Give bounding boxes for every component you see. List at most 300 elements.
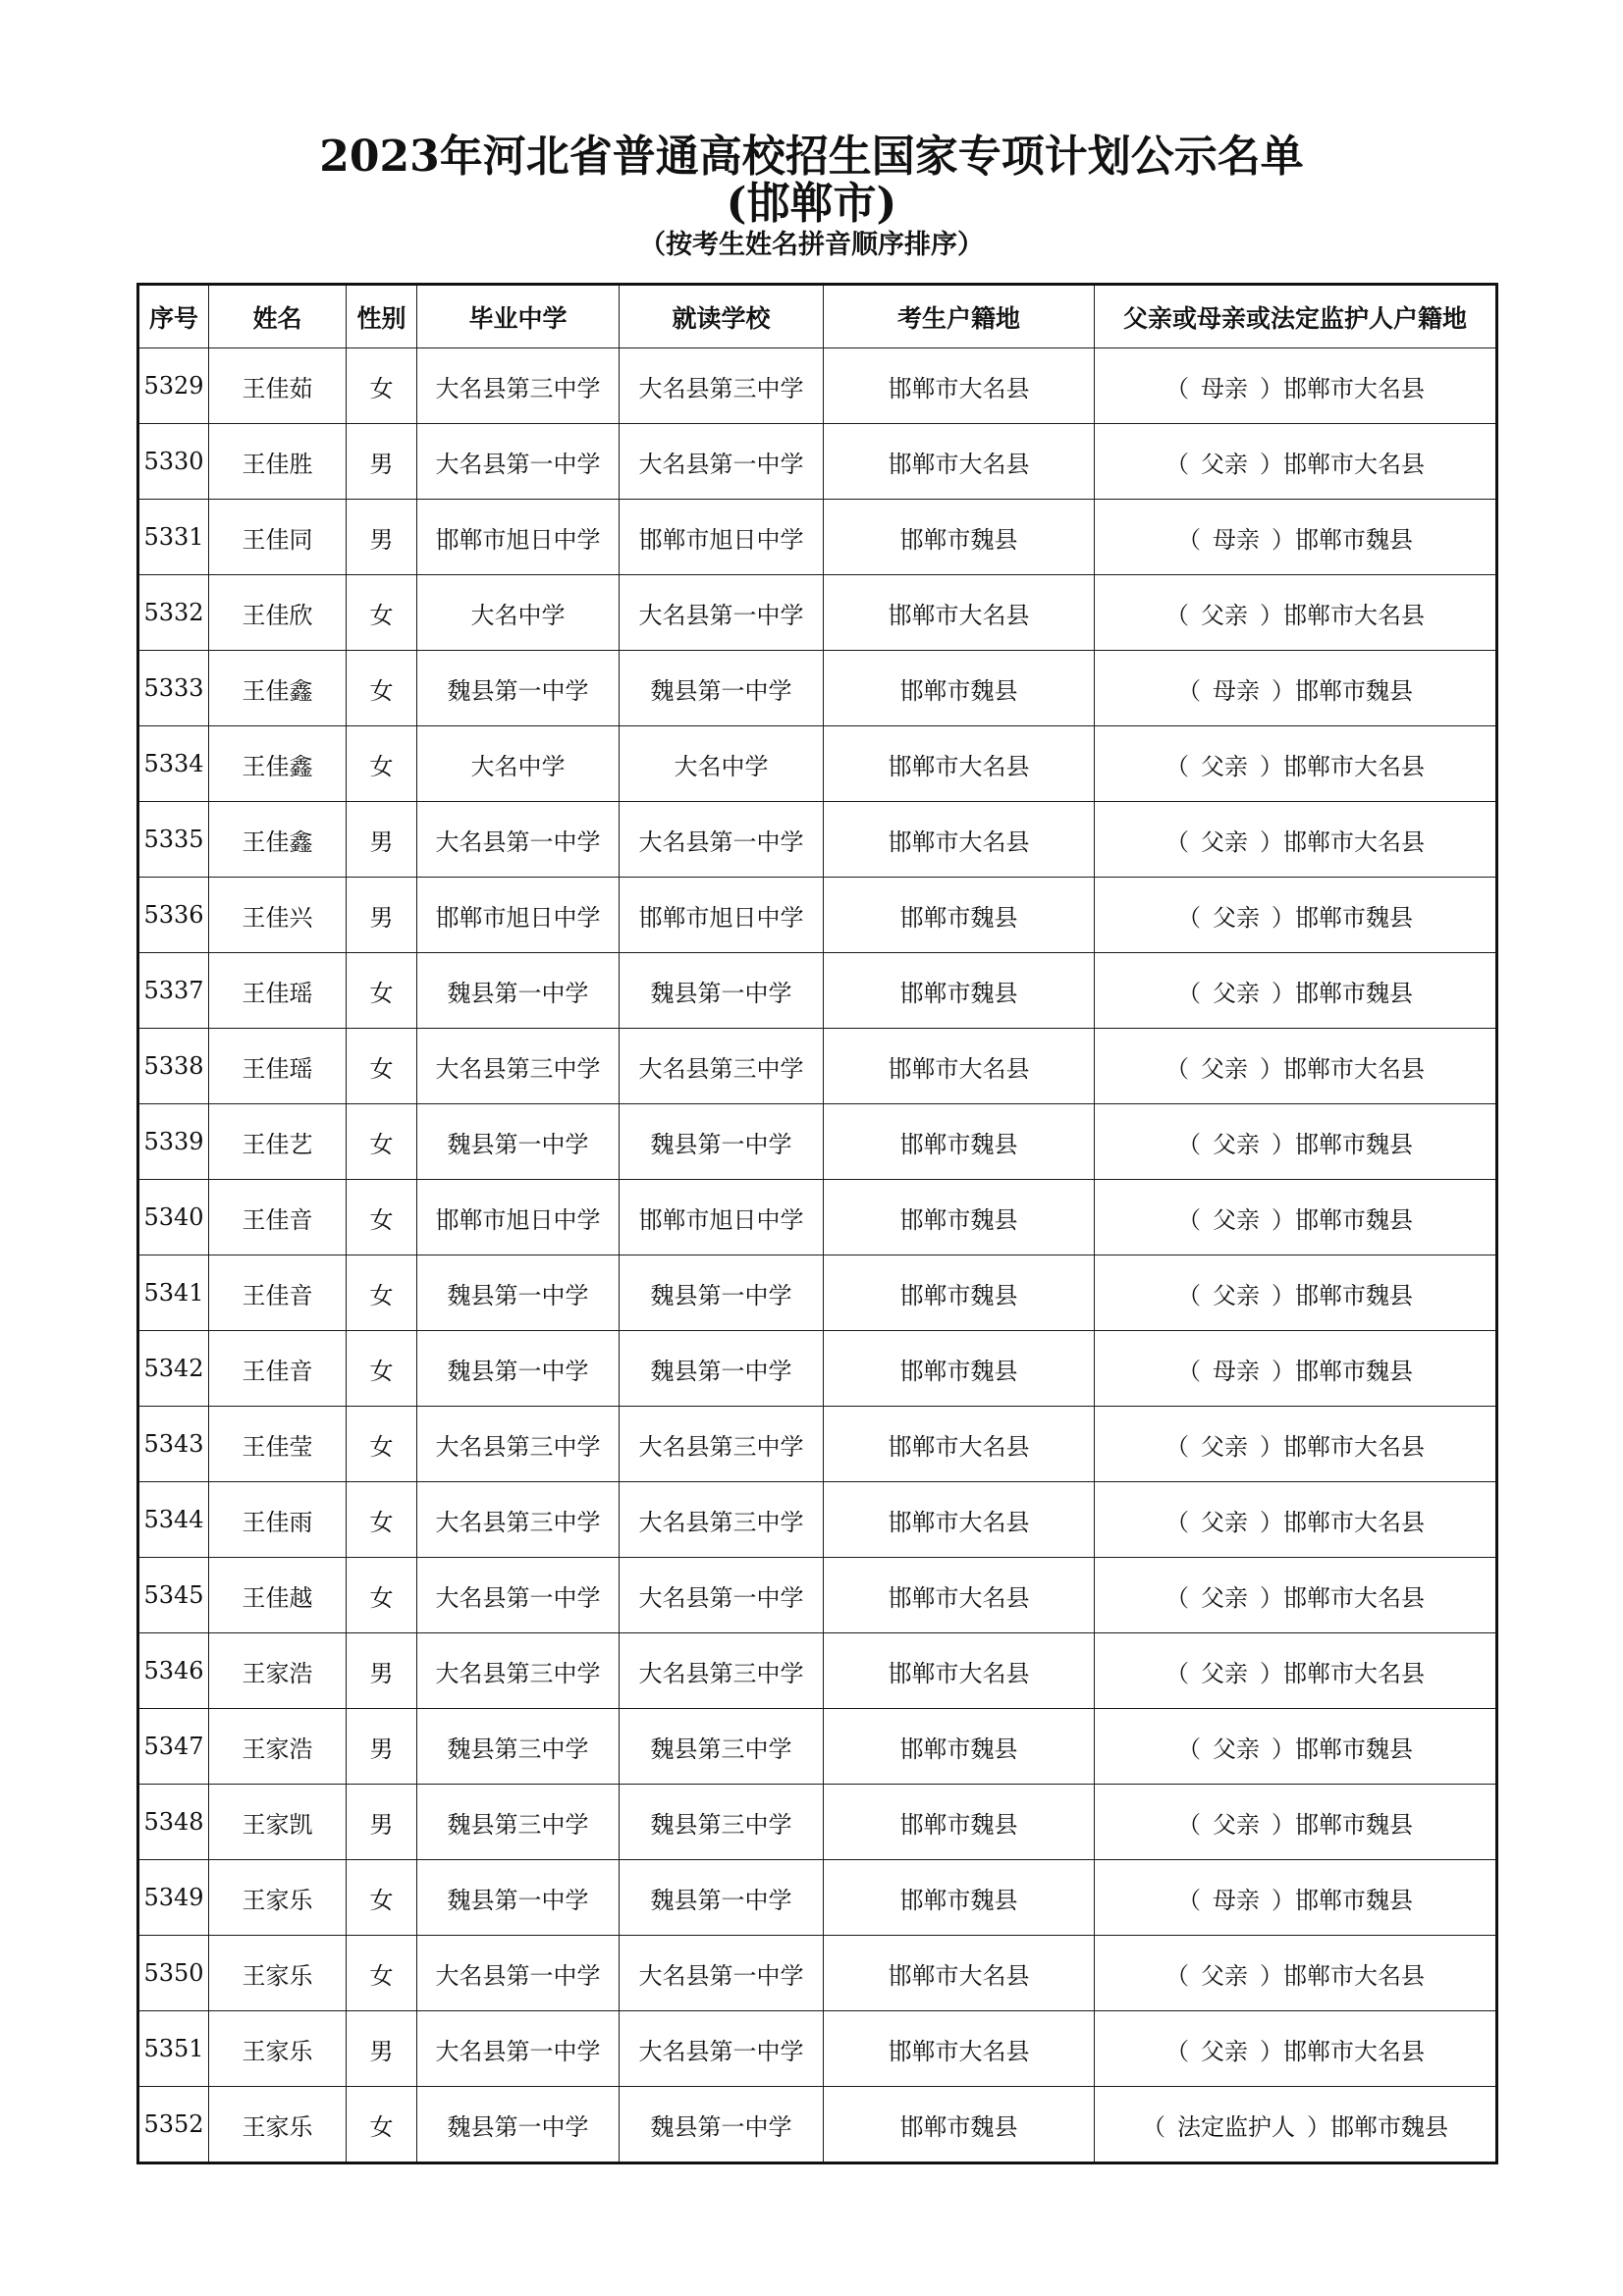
cell-seq: 5350 [138,1936,209,2011]
table-row [138,1407,1497,1482]
guardian-hukou: 邯郸市魏县 [1295,979,1413,1007]
cell-grad-school: 大名县第三中学 [417,348,620,424]
cell-guardian-hukou [1095,878,1497,953]
cell-seq: 5339 [138,1104,209,1180]
guardian-relation: 父亲 [1213,1281,1260,1309]
cell-seq: 5347 [138,1709,209,1785]
table-row [138,726,1497,802]
cell-study-school: 大名县第一中学 [620,1936,824,2011]
cell-grad-school: 邯郸市旭日中学 [417,500,620,575]
cell-hukou: 邯郸市大名县 [824,1936,1095,2011]
guardian-hukou: 邯郸市魏县 [1295,1810,1413,1839]
paren-close: ） [1271,1130,1295,1158]
paren-open: （ [1165,1508,1189,1536]
paren-open: （ [1177,1281,1201,1309]
cell-name: 王家乐 [209,2087,347,2163]
cell-name: 王家乐 [209,1860,347,1936]
cell-gender: 女 [347,1407,417,1482]
guardian-hukou: 邯郸市魏县 [1295,1735,1413,1763]
paren-open: （ [1142,2112,1165,2141]
guardian-hukou: 邯郸市魏县 [1295,1886,1413,1914]
cell-name: 王家乐 [209,1936,347,2011]
cell-hukou: 邯郸市大名县 [824,1407,1095,1482]
cell-gender: 女 [347,1936,417,2011]
cell-grad-school: 大名县第三中学 [417,1407,620,1482]
guardian-hukou: 邯郸市大名县 [1283,828,1425,856]
cell-study-school: 魏县第一中学 [620,1860,824,1936]
cell-guardian-hukou [1095,1633,1497,1709]
page-title: 2023年河北省普通高校招生国家专项计划公示名单 [319,132,1304,182]
cell-hukou: 邯郸市大名县 [824,726,1095,802]
guardian-relation: 父亲 [1201,1054,1248,1083]
cell-guardian-hukou [1095,1936,1497,2011]
guardian-hukou: 邯郸市大名县 [1283,1432,1425,1461]
paren-open: （ [1177,525,1201,554]
table-row [138,348,1497,424]
guardian-relation: 法定监护人 [1177,2112,1295,2141]
table-row [138,1255,1497,1331]
paren-close: ） [1271,1735,1295,1763]
paren-open: （ [1177,1130,1201,1158]
guardian-relation: 父亲 [1201,2037,1248,2065]
cell-gender: 女 [347,1482,417,1558]
cell-guardian-hukou [1095,424,1497,500]
cell-study-school: 魏县第三中学 [620,1709,824,1785]
table-row [138,1860,1497,1936]
guardian-hukou: 邯郸市大名县 [1283,752,1425,780]
cell-guardian-hukou [1095,726,1497,802]
cell-grad-school: 大名县第一中学 [417,1936,620,2011]
cell-name: 王佳兴 [209,878,347,953]
paren-open: （ [1177,979,1201,1007]
guardian-hukou: 邯郸市魏县 [1295,676,1413,705]
cell-hukou: 邯郸市大名县 [824,1482,1095,1558]
cell-seq: 5345 [138,1558,209,1633]
cell-gender: 男 [347,500,417,575]
cell-guardian-hukou [1095,1180,1497,1255]
cell-name: 王佳艺 [209,1104,347,1180]
cell-seq: 5332 [138,575,209,651]
guardian-hukou: 邯郸市大名县 [1283,1508,1425,1536]
cell-grad-school: 大名县第三中学 [417,1482,620,1558]
guardian-hukou: 邯郸市大名县 [1283,1961,1425,1990]
cell-hukou: 邯郸市魏县 [824,1104,1095,1180]
cell-seq: 5341 [138,1255,209,1331]
cell-study-school: 大名中学 [620,726,824,802]
guardian-relation: 父亲 [1201,601,1248,629]
cell-seq: 5352 [138,2087,209,2163]
guardian-hukou: 邯郸市魏县 [1295,1205,1413,1234]
guardian-relation: 父亲 [1213,903,1260,932]
paren-close: ） [1260,2037,1283,2065]
cell-guardian-hukou [1095,651,1497,726]
guardian-relation: 父亲 [1213,979,1260,1007]
cell-guardian-hukou [1095,1104,1497,1180]
cell-study-school: 魏县第一中学 [620,1255,824,1331]
cell-hukou: 邯郸市大名县 [824,348,1095,424]
table-header [138,285,1497,348]
cell-grad-school: 大名中学 [417,575,620,651]
cell-hukou: 邯郸市大名县 [824,1633,1095,1709]
paren-close: ） [1271,1886,1295,1914]
column-header-hukou: 考生户籍地 [824,285,1095,348]
table-body [138,348,1497,2163]
cell-guardian-hukou [1095,1709,1497,1785]
cell-guardian-hukou [1095,500,1497,575]
roster-table [136,283,1498,2164]
cell-hukou: 邯郸市魏县 [824,651,1095,726]
guardian-relation: 父亲 [1213,1735,1260,1763]
paren-close: ） [1271,903,1295,932]
cell-gender: 女 [347,726,417,802]
cell-seq: 5331 [138,500,209,575]
cell-seq: 5344 [138,1482,209,1558]
cell-name: 王家凯 [209,1785,347,1860]
paren-close: ） [1260,828,1283,856]
cell-hukou: 邯郸市大名县 [824,424,1095,500]
table-row [138,1180,1497,1255]
cell-guardian-hukou [1095,2087,1497,2163]
table-row [138,575,1497,651]
cell-grad-school: 大名县第一中学 [417,802,620,878]
guardian-relation: 父亲 [1201,752,1248,780]
guardian-relation: 父亲 [1201,450,1248,478]
cell-name: 王佳胜 [209,424,347,500]
table-row [138,2087,1497,2163]
guardian-hukou: 邯郸市大名县 [1283,374,1425,402]
paren-open: （ [1165,1659,1189,1687]
guardian-relation: 父亲 [1213,1205,1260,1234]
cell-seq: 5333 [138,651,209,726]
cell-study-school: 大名县第一中学 [620,1558,824,1633]
guardian-hukou: 邯郸市大名县 [1283,2037,1425,2065]
guardian-hukou: 邯郸市魏县 [1295,1281,1413,1309]
guardian-relation: 父亲 [1201,828,1248,856]
paren-open: （ [1177,1357,1201,1385]
cell-study-school: 邯郸市旭日中学 [620,1180,824,1255]
cell-grad-school: 魏县第一中学 [417,953,620,1029]
cell-grad-school: 大名县第三中学 [417,1029,620,1104]
column-header-guardian-hukou: 父亲或母亲或法定监护人户籍地 [1095,285,1497,348]
guardian-hukou: 邯郸市大名县 [1283,601,1425,629]
cell-seq: 5336 [138,878,209,953]
guardian-relation: 父亲 [1201,1583,1248,1612]
cell-name: 王佳鑫 [209,726,347,802]
cell-name: 王佳莹 [209,1407,347,1482]
paren-close: ） [1260,601,1283,629]
paren-close: ） [1260,374,1283,402]
paren-close: ） [1271,676,1295,705]
sort-note: （按考生姓名拼音顺序排序） [639,230,984,260]
cell-grad-school: 魏县第一中学 [417,651,620,726]
cell-seq: 5349 [138,1860,209,1936]
cell-guardian-hukou [1095,1029,1497,1104]
table-row [138,1936,1497,2011]
cell-grad-school: 邯郸市旭日中学 [417,878,620,953]
guardian-hukou: 邯郸市魏县 [1295,1130,1413,1158]
guardian-hukou: 邯郸市魏县 [1330,2112,1448,2141]
paren-close: ） [1271,1357,1295,1385]
cell-guardian-hukou [1095,1860,1497,1936]
paren-close: ） [1271,1205,1295,1234]
cell-gender: 男 [347,1633,417,1709]
cell-hukou: 邯郸市大名县 [824,1558,1095,1633]
cell-grad-school: 大名县第三中学 [417,1633,620,1709]
cell-grad-school: 魏县第一中学 [417,1104,620,1180]
cell-hukou: 邯郸市魏县 [824,1785,1095,1860]
paren-close: ） [1260,1054,1283,1083]
paren-open: （ [1177,676,1201,705]
cell-name: 王佳音 [209,1255,347,1331]
guardian-hukou: 邯郸市魏县 [1295,525,1413,554]
guardian-relation: 父亲 [1201,1659,1248,1687]
cell-guardian-hukou [1095,575,1497,651]
cell-guardian-hukou [1095,953,1497,1029]
cell-hukou: 邯郸市魏县 [824,878,1095,953]
guardian-relation: 母亲 [1201,374,1248,402]
cell-seq: 5335 [138,802,209,878]
table-row [138,1482,1497,1558]
cell-name: 王佳雨 [209,1482,347,1558]
table-row [138,651,1497,726]
cell-gender: 女 [347,953,417,1029]
paren-open: （ [1165,374,1189,402]
paren-open: （ [1177,1810,1201,1839]
column-header-gender: 性别 [347,285,417,348]
paren-close: ） [1260,450,1283,478]
column-header-grad-school: 毕业中学 [417,285,620,348]
paren-close: ） [1271,1281,1295,1309]
cell-study-school: 魏县第三中学 [620,1785,824,1860]
cell-grad-school: 魏县第一中学 [417,1331,620,1407]
paren-open: （ [1165,601,1189,629]
cell-seq: 5351 [138,2011,209,2087]
guardian-hukou: 邯郸市大名县 [1283,1054,1425,1083]
cell-study-school: 大名县第三中学 [620,1633,824,1709]
paren-open: （ [1165,1583,1189,1612]
guardian-hukou: 邯郸市大名县 [1283,1659,1425,1687]
cell-name: 王佳鑫 [209,802,347,878]
guardian-hukou: 邯郸市魏县 [1295,1357,1413,1385]
cell-gender: 女 [347,1558,417,1633]
cell-study-school: 大名县第一中学 [620,575,824,651]
cell-study-school: 邯郸市旭日中学 [620,878,824,953]
header-row [138,285,1497,348]
cell-gender: 男 [347,1709,417,1785]
cell-guardian-hukou [1095,1255,1497,1331]
cell-seq: 5338 [138,1029,209,1104]
cell-grad-school: 魏县第一中学 [417,1255,620,1331]
paren-close: ） [1260,1583,1283,1612]
table-row [138,1104,1497,1180]
cell-seq: 5348 [138,1785,209,1860]
cell-grad-school: 魏县第三中学 [417,1709,620,1785]
cell-name: 王佳瑶 [209,1029,347,1104]
guardian-hukou: 邯郸市魏县 [1295,903,1413,932]
guardian-hukou: 邯郸市大名县 [1283,450,1425,478]
guardian-relation: 母亲 [1213,525,1260,554]
guardian-relation: 父亲 [1213,1810,1260,1839]
paren-open: （ [1165,450,1189,478]
cell-hukou: 邯郸市魏县 [824,2087,1095,2163]
column-header-seq: 序号 [138,285,209,348]
paren-open: （ [1165,2037,1189,2065]
cell-seq: 5334 [138,726,209,802]
cell-grad-school: 魏县第三中学 [417,1785,620,1860]
paren-open: （ [1165,828,1189,856]
cell-hukou: 邯郸市魏县 [824,1180,1095,1255]
cell-hukou: 邯郸市魏县 [824,1860,1095,1936]
cell-guardian-hukou [1095,1407,1497,1482]
cell-gender: 男 [347,424,417,500]
table-row [138,802,1497,878]
table-row [138,1709,1497,1785]
cell-study-school: 魏县第一中学 [620,953,824,1029]
city-subtitle: (邯郸市) [726,179,897,229]
cell-gender: 女 [347,575,417,651]
table-row [138,1331,1497,1407]
cell-gender: 男 [347,1785,417,1860]
guardian-relation: 父亲 [1213,1130,1260,1158]
cell-hukou: 邯郸市魏县 [824,1331,1095,1407]
cell-gender: 女 [347,1180,417,1255]
cell-gender: 女 [347,1255,417,1331]
cell-hukou: 邯郸市魏县 [824,953,1095,1029]
paren-close: ） [1260,1961,1283,1990]
cell-gender: 女 [347,1860,417,1936]
cell-guardian-hukou [1095,1785,1497,1860]
cell-grad-school: 魏县第一中学 [417,1860,620,1936]
guardian-relation: 母亲 [1213,1886,1260,1914]
cell-name: 王家浩 [209,1709,347,1785]
cell-study-school: 大名县第三中学 [620,1407,824,1482]
paren-close: ） [1271,1810,1295,1839]
paren-open: （ [1177,903,1201,932]
cell-name: 王家浩 [209,1633,347,1709]
cell-grad-school: 邯郸市旭日中学 [417,1180,620,1255]
table-row [138,1029,1497,1104]
table-row [138,2011,1497,2087]
table-row [138,1633,1497,1709]
column-header-name: 姓名 [209,285,347,348]
cell-study-school: 邯郸市旭日中学 [620,500,824,575]
cell-hukou: 邯郸市魏县 [824,1709,1095,1785]
table-row [138,500,1497,575]
cell-hukou: 邯郸市魏县 [824,1255,1095,1331]
column-header-study-school: 就读学校 [620,285,824,348]
cell-gender: 男 [347,878,417,953]
table-row [138,1785,1497,1860]
cell-hukou: 邯郸市大名县 [824,802,1095,878]
guardian-relation: 母亲 [1213,676,1260,705]
cell-guardian-hukou [1095,1331,1497,1407]
paren-close: ） [1271,525,1295,554]
table-row [138,878,1497,953]
paren-close: ） [1307,2112,1330,2141]
cell-gender: 男 [347,802,417,878]
table-row [138,953,1497,1029]
cell-study-school: 大名县第三中学 [620,1482,824,1558]
cell-name: 王佳音 [209,1180,347,1255]
cell-grad-school: 魏县第一中学 [417,2087,620,2163]
cell-guardian-hukou [1095,348,1497,424]
cell-study-school: 魏县第一中学 [620,1104,824,1180]
cell-seq: 5342 [138,1331,209,1407]
paren-close: ） [1271,979,1295,1007]
cell-hukou: 邯郸市大名县 [824,575,1095,651]
paren-close: ） [1260,1659,1283,1687]
cell-seq: 5340 [138,1180,209,1255]
cell-hukou: 邯郸市大名县 [824,2011,1095,2087]
guardian-hukou: 邯郸市大名县 [1283,1583,1425,1612]
cell-gender: 女 [347,1331,417,1407]
guardian-relation: 父亲 [1201,1508,1248,1536]
cell-gender: 男 [347,2011,417,2087]
paren-open: （ [1165,1961,1189,1990]
paren-open: （ [1177,1886,1201,1914]
cell-grad-school: 大名中学 [417,726,620,802]
paren-close: ） [1260,752,1283,780]
table-row [138,1558,1497,1633]
cell-study-school: 大名县第三中学 [620,348,824,424]
cell-name: 王佳瑶 [209,953,347,1029]
cell-seq: 5337 [138,953,209,1029]
cell-study-school: 魏县第一中学 [620,2087,824,2163]
cell-seq: 5346 [138,1633,209,1709]
cell-guardian-hukou [1095,1482,1497,1558]
cell-study-school: 魏县第一中学 [620,1331,824,1407]
cell-gender: 女 [347,348,417,424]
cell-seq: 5343 [138,1407,209,1482]
guardian-relation: 父亲 [1201,1961,1248,1990]
cell-gender: 女 [347,1104,417,1180]
cell-name: 王佳音 [209,1331,347,1407]
guardian-relation: 母亲 [1213,1357,1260,1385]
cell-study-school: 大名县第一中学 [620,802,824,878]
cell-name: 王佳茹 [209,348,347,424]
cell-name: 王佳欣 [209,575,347,651]
cell-gender: 女 [347,1029,417,1104]
cell-study-school: 大名县第三中学 [620,1029,824,1104]
paren-open: （ [1165,1054,1189,1083]
cell-seq: 5329 [138,348,209,424]
cell-gender: 女 [347,651,417,726]
cell-study-school: 大名县第一中学 [620,424,824,500]
cell-seq: 5330 [138,424,209,500]
paren-open: （ [1177,1735,1201,1763]
cell-name: 王家乐 [209,2011,347,2087]
cell-guardian-hukou [1095,2011,1497,2087]
paren-open: （ [1165,752,1189,780]
cell-name: 王佳越 [209,1558,347,1633]
paren-close: ） [1260,1508,1283,1536]
cell-guardian-hukou [1095,1558,1497,1633]
cell-gender: 女 [347,2087,417,2163]
cell-grad-school: 大名县第一中学 [417,2011,620,2087]
cell-name: 王佳同 [209,500,347,575]
cell-grad-school: 大名县第一中学 [417,1558,620,1633]
cell-hukou: 邯郸市大名县 [824,1029,1095,1104]
cell-guardian-hukou [1095,802,1497,878]
cell-name: 王佳鑫 [209,651,347,726]
cell-hukou: 邯郸市魏县 [824,500,1095,575]
table-row [138,424,1497,500]
guardian-relation: 父亲 [1201,1432,1248,1461]
cell-grad-school: 大名县第一中学 [417,424,620,500]
paren-close: ） [1260,1432,1283,1461]
paren-open: （ [1177,1205,1201,1234]
cell-study-school: 大名县第一中学 [620,2011,824,2087]
